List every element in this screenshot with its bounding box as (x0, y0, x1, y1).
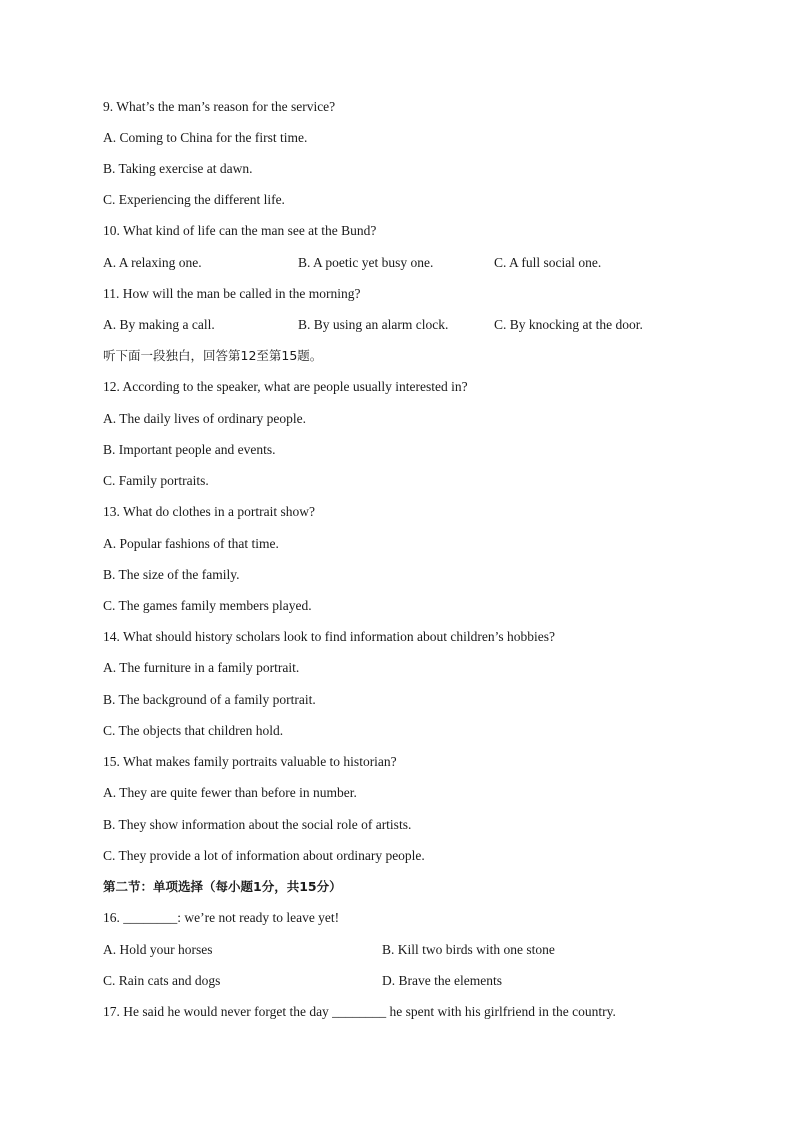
q15-option-b: B. They show information about the social role of artists. (103, 817, 412, 832)
q12-option-c: C. Family portraits. (103, 473, 209, 488)
q11-option-c: C. By knocking at the door. (494, 317, 643, 332)
q14-option-b: B. The background of a family portrait. (103, 692, 316, 707)
question-9: 9. What’s the man’s reason for the service? (103, 99, 336, 114)
q16-option-a: A. Hold your horses (103, 942, 213, 957)
q9-option-c: C. Experiencing the different life. (103, 192, 285, 207)
q10-option-b: B. A poetic yet busy one. (298, 255, 434, 270)
q15-option-a: A. They are quite fewer than before in number. (103, 785, 357, 800)
q10-option-a: A. A relaxing one. (103, 255, 202, 270)
listening-instruction: 听下面一段独白，回答第12至第15题。 (103, 348, 323, 363)
q14-option-c: C. The objects that children hold. (103, 723, 284, 738)
q14-option-a: A. The furniture in a family portrait. (103, 660, 300, 675)
q12-option-a: A. The daily lives of ordinary people. (103, 411, 306, 426)
question-14: 14. What should history scholars look to find information about children’s hobbies? (103, 629, 555, 644)
q16-option-c: C. Rain cats and dogs (103, 973, 221, 988)
question-11: 11. How will the man be called in the morning? (103, 286, 361, 301)
q13-option-b: B. The size of the family. (103, 567, 240, 582)
question-17: 17. He said he would never forget the day ________ he spent with his girlfriend in the country. (103, 1004, 616, 1019)
section-2-heading: 第二节：单项选择（每小题1分，共15分） (103, 879, 342, 894)
q16-option-d: D. Brave the elements (382, 973, 502, 988)
q11-option-a: A. By making a call. (103, 317, 215, 332)
q9-option-a: A. Coming to China for the first time. (103, 130, 308, 145)
question-16: 16. ________: we’re not ready to leave yet! (103, 910, 340, 925)
question-15: 15. What makes family portraits valuable to historian? (103, 754, 397, 769)
question-12: 12. According to the speaker, what are people usually interested in? (103, 379, 468, 394)
q13-option-a: A. Popular fashions of that time. (103, 536, 279, 551)
q15-option-c: C. They provide a lot of information about ordinary people. (103, 848, 425, 863)
question-13: 13. What do clothes in a portrait show? (103, 504, 315, 519)
q12-option-b: B. Important people and events. (103, 442, 276, 457)
question-10: 10. What kind of life can the man see at the Bund? (103, 223, 377, 238)
q9-option-b: B. Taking exercise at dawn. (103, 161, 253, 176)
q13-option-c: C. The games family members played. (103, 598, 312, 613)
q11-option-b: B. By using an alarm clock. (298, 317, 449, 332)
q16-option-b: B. Kill two birds with one stone (382, 942, 555, 957)
q10-option-c: C. A full social one. (494, 255, 602, 270)
